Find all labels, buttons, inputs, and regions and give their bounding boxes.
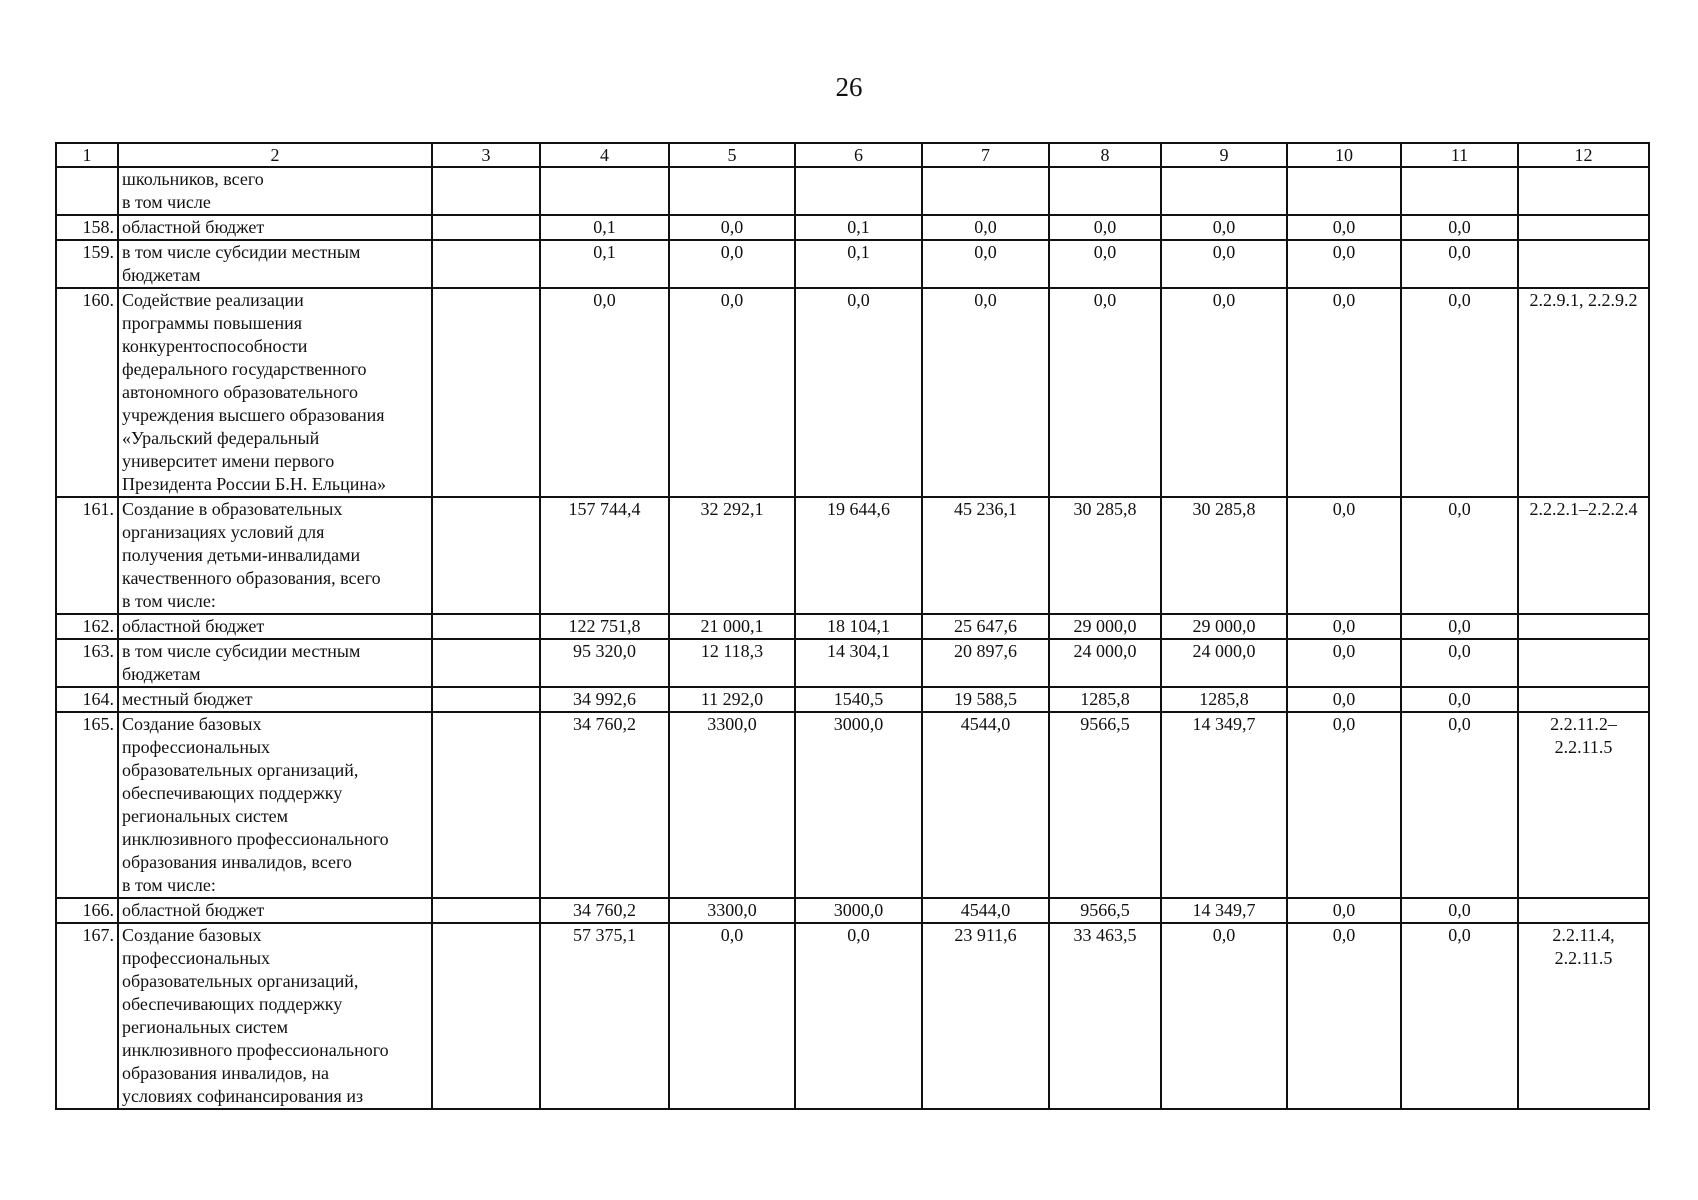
row-description [118, 215, 432, 240]
row-description [118, 240, 432, 288]
value-cell: 0,0 [1287, 898, 1401, 923]
budget-table [55, 142, 1650, 1110]
value-cell: 0,0 [540, 288, 669, 497]
description-line: обеспечивающих поддержку [122, 994, 343, 1014]
table-row [56, 240, 1649, 288]
value-cell: 95 320,0 [540, 639, 669, 687]
row-description [118, 687, 432, 712]
column-3-cell [432, 898, 540, 923]
value-cell: 30 285,8 [1161, 497, 1287, 614]
description-line: в том числе: [122, 875, 216, 895]
column-3-cell [432, 215, 540, 240]
description-line: в том числе субсидии местным [122, 242, 361, 262]
value-cell: 0,0 [1287, 215, 1401, 240]
value-cell [540, 167, 669, 215]
description-line: университет имени первого [122, 451, 335, 471]
reference-cell [1518, 687, 1649, 712]
reference-cell: 2.2.9.1, 2.2.9.2 [1518, 288, 1649, 497]
value-cell: 0,0 [1287, 687, 1401, 712]
description-line: региональных систем [122, 1017, 289, 1037]
value-cell: 0,0 [1287, 240, 1401, 288]
value-cell: 19 588,5 [922, 687, 1049, 712]
table-row [56, 712, 1649, 898]
value-cell: 11 292,0 [669, 687, 795, 712]
value-cell: 33 463,5 [1049, 923, 1161, 1109]
column-header: 7 [922, 143, 1049, 167]
value-cell: 0,0 [1401, 215, 1518, 240]
value-cell: 0,0 [1287, 288, 1401, 497]
column-header: 11 [1401, 143, 1518, 167]
value-cell: 1285,8 [1161, 687, 1287, 712]
value-cell: 0,0 [1401, 898, 1518, 923]
value-cell: 25 647,6 [922, 614, 1049, 639]
column-3-cell [432, 712, 540, 898]
description-line: бюджетам [122, 265, 201, 285]
row-number: 158. [56, 215, 118, 240]
value-cell: 21 000,1 [669, 614, 795, 639]
row-number: 160. [56, 288, 118, 497]
column-3-cell [432, 639, 540, 687]
value-cell: 0,1 [540, 240, 669, 288]
value-cell: 0,0 [795, 923, 922, 1109]
reference-cell: 2.2.11.2– 2.2.11.5 [1518, 712, 1649, 898]
value-cell: 0,0 [669, 288, 795, 497]
description-line: областной бюджет [122, 900, 265, 920]
value-cell: 0,0 [922, 215, 1049, 240]
value-cell: 0,0 [1401, 240, 1518, 288]
value-cell: 122 751,8 [540, 614, 669, 639]
value-cell [922, 167, 1049, 215]
row-description [118, 923, 432, 1109]
row-number: 165. [56, 712, 118, 898]
row-number: 159. [56, 240, 118, 288]
description-line: региональных систем [122, 806, 289, 826]
table-row [56, 167, 1649, 215]
value-cell: 0,0 [1401, 687, 1518, 712]
value-cell: 12 118,3 [669, 639, 795, 687]
description-line: Президента России Б.Н. Ельцина» [122, 474, 386, 494]
description-line: местный бюджет [122, 689, 253, 709]
value-cell: 0,0 [1049, 288, 1161, 497]
value-cell: 45 236,1 [922, 497, 1049, 614]
description-line: организациях условий для [122, 522, 325, 542]
row-number: 161. [56, 497, 118, 614]
column-header: 4 [540, 143, 669, 167]
description-line: образовательных организаций, [122, 971, 359, 991]
description-line: профессиональных [122, 737, 271, 757]
value-cell: 19 644,6 [795, 497, 922, 614]
table-row [56, 898, 1649, 923]
value-cell: 0,0 [1049, 240, 1161, 288]
description-line: обеспечивающих поддержку [122, 783, 343, 803]
description-line: образования инвалидов, всего [122, 852, 352, 872]
value-cell: 0,0 [1287, 712, 1401, 898]
column-3-cell [432, 497, 540, 614]
description-line: областной бюджет [122, 217, 265, 237]
column-3-cell [432, 240, 540, 288]
value-cell: 4544,0 [922, 898, 1049, 923]
value-cell: 24 000,0 [1161, 639, 1287, 687]
value-cell: 18 104,1 [795, 614, 922, 639]
value-cell: 0,0 [795, 288, 922, 497]
column-header: 1 [56, 143, 118, 167]
value-cell: 0,0 [1287, 614, 1401, 639]
description-line: «Уральский федеральный [122, 428, 320, 448]
description-line: в том числе субсидии местным [122, 641, 361, 661]
reference-cell [1518, 215, 1649, 240]
row-description [118, 167, 432, 215]
description-line: программы повышения [122, 313, 302, 333]
description-line: федерального государственного [122, 359, 367, 379]
row-number: 164. [56, 687, 118, 712]
value-cell: 0,0 [1161, 240, 1287, 288]
column-3-cell [432, 167, 540, 215]
table-row [56, 288, 1649, 497]
value-cell: 24 000,0 [1049, 639, 1161, 687]
description-line: учреждения высшего образования [122, 405, 385, 425]
column-3-cell [432, 923, 540, 1109]
value-cell: 0,0 [1161, 288, 1287, 497]
description-line: инклюзивного профессионального [122, 1040, 389, 1060]
value-cell: 0,0 [1401, 288, 1518, 497]
value-cell: 0,1 [540, 215, 669, 240]
header-row [56, 143, 1649, 167]
description-line: Содействие реализации [122, 290, 304, 310]
row-number: 166. [56, 898, 118, 923]
value-cell: 0,1 [795, 215, 922, 240]
table-row [56, 923, 1649, 1109]
row-number: 163. [56, 639, 118, 687]
value-cell: 4544,0 [922, 712, 1049, 898]
description-line: автономного образовательного [122, 382, 358, 402]
value-cell: 0,0 [669, 240, 795, 288]
description-line: областной бюджет [122, 616, 265, 636]
description-line: профессиональных [122, 948, 271, 968]
reference-cell [1518, 898, 1649, 923]
value-cell: 32 292,1 [669, 497, 795, 614]
column-3-cell [432, 687, 540, 712]
table-body [56, 143, 1649, 1109]
row-number [56, 167, 118, 215]
table-row [56, 614, 1649, 639]
value-cell [1049, 167, 1161, 215]
value-cell: 0,0 [1287, 639, 1401, 687]
value-cell: 29 000,0 [1049, 614, 1161, 639]
row-description [118, 614, 432, 639]
row-number: 167. [56, 923, 118, 1109]
value-cell: 157 744,4 [540, 497, 669, 614]
column-header: 8 [1049, 143, 1161, 167]
value-cell: 0,0 [669, 215, 795, 240]
description-line: в том числе [122, 192, 211, 212]
value-cell: 1285,8 [1049, 687, 1161, 712]
reference-cell [1518, 639, 1649, 687]
column-3-cell [432, 288, 540, 497]
value-cell: 9566,5 [1049, 712, 1161, 898]
column-header: 2 [118, 143, 432, 167]
value-cell: 0,0 [1049, 215, 1161, 240]
value-cell: 1540,5 [795, 687, 922, 712]
description-line: конкурентоспособности [122, 336, 308, 356]
column-header: 3 [432, 143, 540, 167]
value-cell: 20 897,6 [922, 639, 1049, 687]
value-cell: 0,0 [1401, 712, 1518, 898]
value-cell: 0,0 [1287, 923, 1401, 1109]
description-line: Создание базовых [122, 925, 262, 945]
table-row [56, 215, 1649, 240]
value-cell: 29 000,0 [1161, 614, 1287, 639]
value-cell: 0,0 [669, 923, 795, 1109]
description-line: в том числе: [122, 591, 216, 611]
description-line: инклюзивного профессионального [122, 829, 389, 849]
value-cell: 0,0 [1161, 215, 1287, 240]
value-cell: 14 304,1 [795, 639, 922, 687]
value-cell: 34 992,6 [540, 687, 669, 712]
value-cell [669, 167, 795, 215]
column-header: 9 [1161, 143, 1287, 167]
value-cell: 3300,0 [669, 712, 795, 898]
value-cell: 0,0 [1401, 614, 1518, 639]
row-description [118, 288, 432, 497]
reference-cell [1518, 614, 1649, 639]
column-header: 12 [1518, 143, 1649, 167]
value-cell [1287, 167, 1401, 215]
table-row [56, 639, 1649, 687]
value-cell: 57 375,1 [540, 923, 669, 1109]
value-cell: 34 760,2 [540, 712, 669, 898]
value-cell: 3000,0 [795, 712, 922, 898]
description-line: качественного образования, всего [122, 568, 381, 588]
reference-cell: 2.2.2.1–2.2.2.4 [1518, 497, 1649, 614]
description-line: бюджетам [122, 664, 201, 684]
value-cell: 0,0 [1401, 923, 1518, 1109]
value-cell: 0,0 [922, 240, 1049, 288]
description-line: Создание базовых [122, 714, 262, 734]
value-cell: 23 911,6 [922, 923, 1049, 1109]
reference-cell [1518, 240, 1649, 288]
column-header: 6 [795, 143, 922, 167]
value-cell [1401, 167, 1518, 215]
row-description [118, 497, 432, 614]
table-row [56, 497, 1649, 614]
value-cell: 0,1 [795, 240, 922, 288]
row-description [118, 898, 432, 923]
row-number: 162. [56, 614, 118, 639]
column-header: 10 [1287, 143, 1401, 167]
row-description [118, 712, 432, 898]
table-row [56, 687, 1649, 712]
value-cell: 0,0 [922, 288, 1049, 497]
value-cell [795, 167, 922, 215]
value-cell: 30 285,8 [1049, 497, 1161, 614]
description-line: условиях софинансирования из [122, 1086, 364, 1106]
description-line: Создание в образовательных [122, 499, 343, 519]
value-cell: 0,0 [1161, 923, 1287, 1109]
column-3-cell [432, 614, 540, 639]
value-cell: 0,0 [1287, 497, 1401, 614]
description-line: образования инвалидов, на [122, 1063, 330, 1083]
value-cell [1161, 167, 1287, 215]
description-line: школьников, всего [122, 169, 264, 189]
value-cell: 34 760,2 [540, 898, 669, 923]
reference-cell: 2.2.11.4, 2.2.11.5 [1518, 923, 1649, 1109]
value-cell: 14 349,7 [1161, 712, 1287, 898]
description-line: получения детьми-инвалидами [122, 545, 361, 565]
value-cell: 0,0 [1401, 497, 1518, 614]
reference-cell [1518, 167, 1649, 215]
description-line: образовательных организаций, [122, 760, 359, 780]
value-cell: 14 349,7 [1161, 898, 1287, 923]
value-cell: 0,0 [1401, 639, 1518, 687]
page-number: 26 [835, 72, 863, 102]
row-description [118, 639, 432, 687]
value-cell: 3300,0 [669, 898, 795, 923]
value-cell: 3000,0 [795, 898, 922, 923]
value-cell: 9566,5 [1049, 898, 1161, 923]
column-header: 5 [669, 143, 795, 167]
